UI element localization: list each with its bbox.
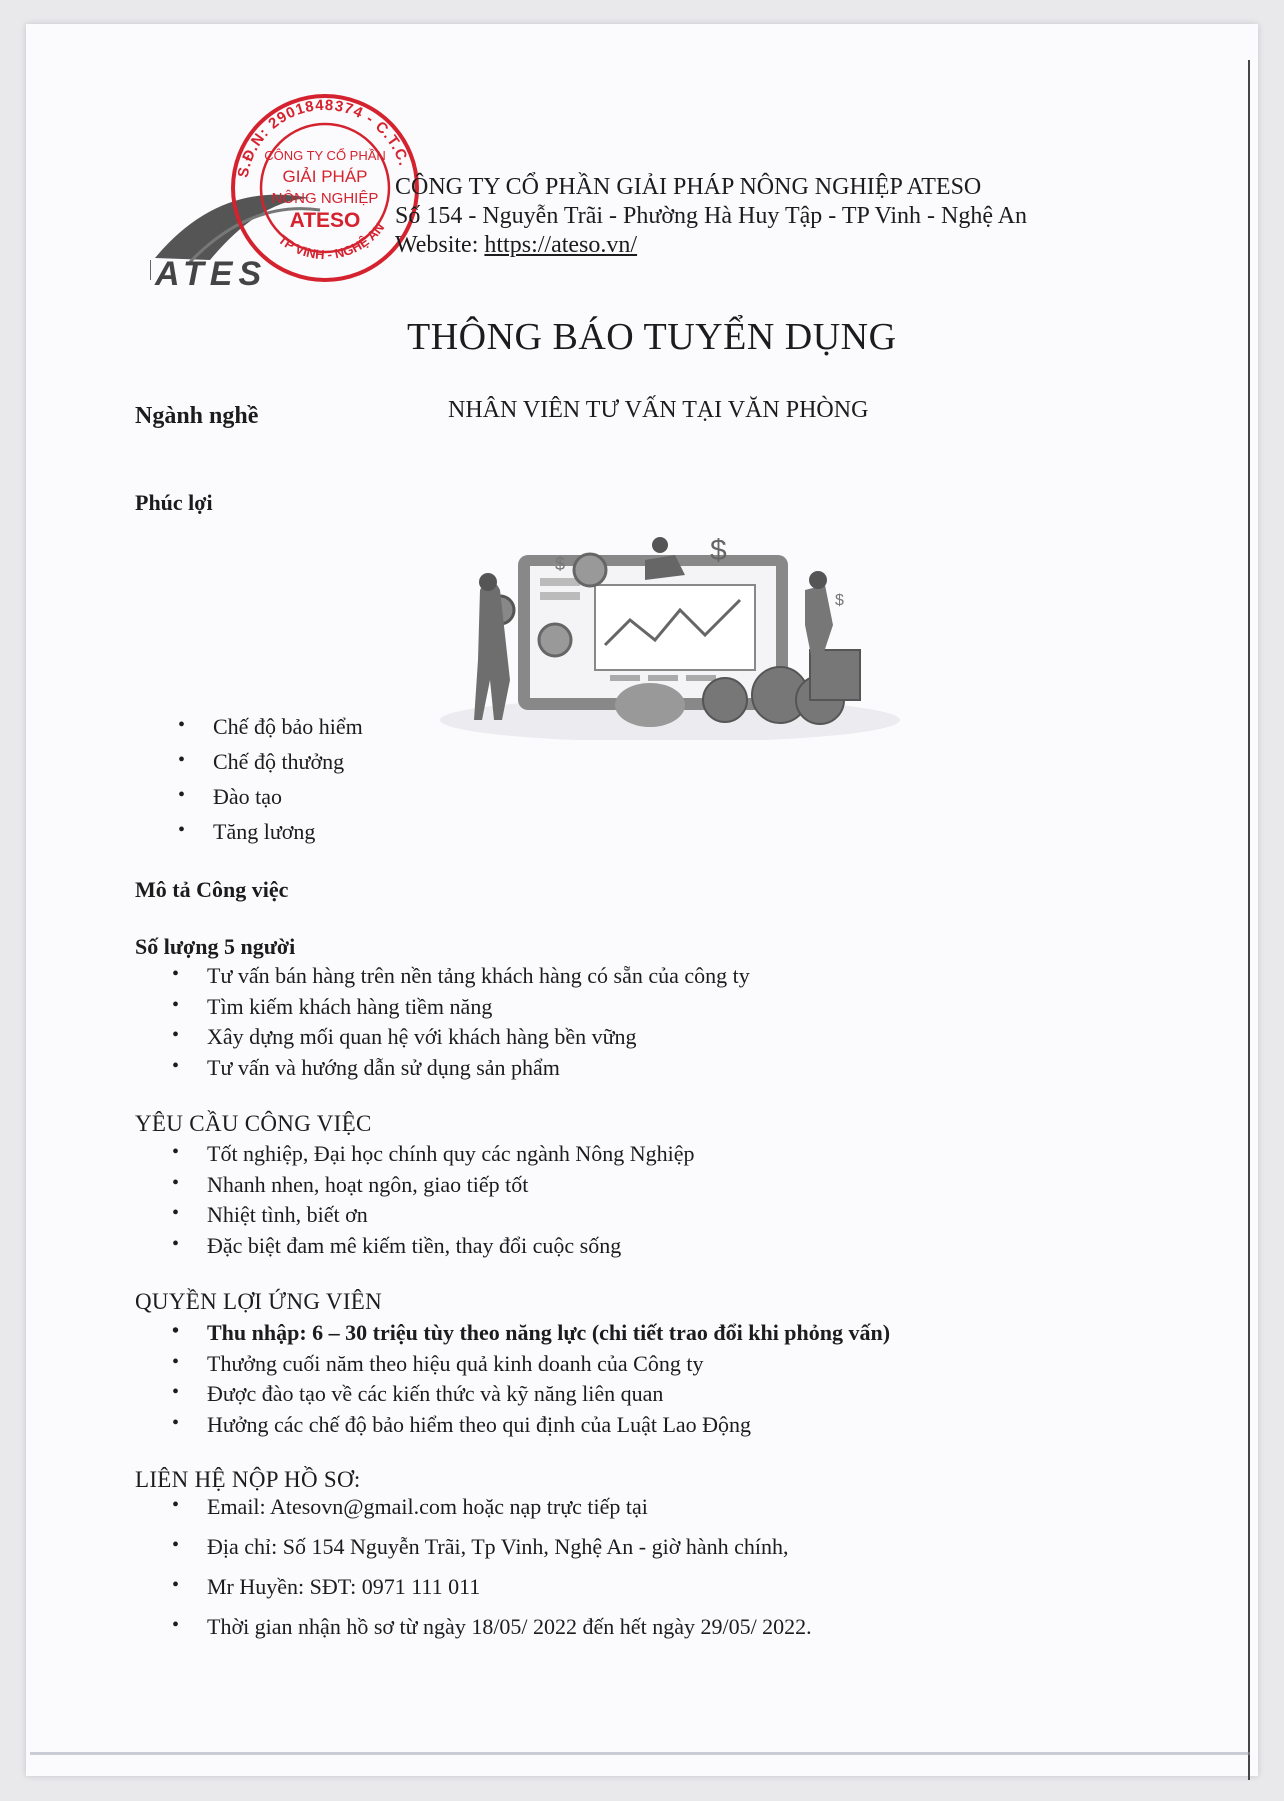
list-item: • Chế độ thưởng [178,749,345,774]
list-item: • Chế độ bảo hiểm [178,714,363,739]
svg-text:$: $ [555,554,566,574]
stamp-line-1: CÔNG TY CỔ PHẦN [264,148,386,163]
so-luong: Số lượng 5 người [135,934,296,959]
list-item: • Hưởng các chế độ bảo hiểm theo qui định của Luật Lao Động [172,1411,752,1437]
phuc-loi-label: Phúc lợi [135,490,213,515]
list-item: • Thu nhập: 6 – 30 triệu tùy theo năng lực (chi tiết trao đổi khi phỏng vấn) [172,1320,891,1345]
scan-edge-right [1248,60,1250,1780]
list-item: • Đặc biệt đam mê kiếm tiền, thay đổi cuộc sống [172,1232,622,1258]
bullet: • [172,1141,180,1163]
company-website [395,231,637,260]
list-item: • Tăng lương [178,819,316,844]
bullet: • [172,1202,180,1224]
scan-edge-bottom [30,1752,1250,1755]
list-item: • Địa chỉ: Số 154 Nguyễn Trãi, Tp Vinh, Nghệ An - giờ hành chính, [172,1534,789,1559]
stamp-line-2: GIẢI PHÁP [282,167,368,186]
list-item: • Nhiệt tình, biết ơn [172,1202,368,1227]
svg-text:ATES: ATES [155,255,268,290]
list-item: • Tư vấn bán hàng trên nền tảng khách hàng có sẵn của công ty [172,963,750,988]
company-name: CÔNG TY CỔ PHẦN GIẢI PHÁP NÔNG NGHIỆP ATESO [395,174,982,200]
list-item: • Xây dựng mối quan hệ với khách hàng bền vững [172,1024,637,1049]
stamp-bottom-text: TP VINH - NGHỆ AN [275,220,388,263]
bullet: • [172,1024,180,1046]
bullet: • [172,1350,180,1373]
bullet: • [172,1054,180,1077]
quyen-loi-list [172,1320,891,1442]
svg-text:$: $ [835,592,844,609]
list-item: • Tốt nghiệp, Đại học chính quy các ngành Nông Nghiệp [172,1141,695,1166]
yeu-cau-label: YÊU CẦU CÔNG VIỆC [135,1111,372,1136]
bullet: • [178,714,186,736]
bullet: • [172,1232,180,1255]
list-item: • Tư vấn và hướng dẫn sử dụng sản phẩm [172,1054,560,1080]
quyen-loi-label: QUYỀN LỢI ỨNG VIÊN [135,1289,383,1314]
list-item: • Email: Atesovn@gmail.com hoặc nạp trực tiếp tại [172,1494,648,1519]
lien-he-label: LIÊN HỆ NỘP HỒ SƠ: [135,1467,361,1492]
bullet: • [172,1411,180,1434]
list-item: • Đào tạo [178,784,283,809]
finance-illustration [420,530,910,740]
bullet: • [172,993,180,1016]
list-item: • Được đào tạo về các kiến thức và kỹ năng liên quan [172,1381,664,1406]
phuc-loi-list [178,714,363,854]
company-address: Số 154 - Nguyễn Trãi - Phường Hà Huy Tập - TP Vinh - Nghệ An [395,203,1028,229]
bullet: • [178,784,186,806]
mo-ta-list [172,963,750,1085]
stamp-line-3: NÔNG NGHIỆP [271,190,379,207]
bullet: • [172,1494,180,1516]
svg-text:$: $ [710,534,727,567]
list-item: • Thời gian nhận hồ sơ từ ngày 18/05/ 2022 đến hết ngày 29/05/ 2022. [172,1614,812,1639]
stamp-line-4: ATESO [289,209,361,232]
bullet: • [172,1381,180,1403]
list-item: • Nhanh nhen, hoạt ngôn, giao tiếp tốt [172,1171,529,1197]
list-item: • Thưởng cuối năm theo hiệu quả kinh doanh của Công ty [172,1350,704,1376]
mo-ta-label: Mô tả Công việc [135,877,289,902]
list-item: • Mr Huyền: SĐT: 0971 111 011 [172,1574,481,1599]
bullet: • [172,1614,180,1636]
bullet: • [172,1574,180,1596]
website-label: Website: [395,232,479,258]
page-title: THÔNG BÁO TUYỂN DỤNG [407,316,897,358]
yeu-cau-list [172,1141,695,1263]
nganh-nghe-value: NHÂN VIÊN TƯ VẤN TẠI VĂN PHÒNG [448,397,869,423]
website-link[interactable]: https://ateso.vn/ [484,232,638,258]
lien-he-list [172,1494,812,1654]
stamp-ring-text: S.Đ.N: 2901848374 - C.T.C. [234,96,413,179]
bullet: • [178,819,186,841]
nganh-nghe-label: Ngành nghề [135,403,259,429]
bullet: • [172,963,180,985]
bullet: • [172,1171,180,1194]
bullet: • [172,1534,180,1556]
bullet: • [172,1320,180,1342]
list-item: • Tìm kiếm khách hàng tiềm năng [172,993,493,1019]
bullet: • [178,749,186,771]
